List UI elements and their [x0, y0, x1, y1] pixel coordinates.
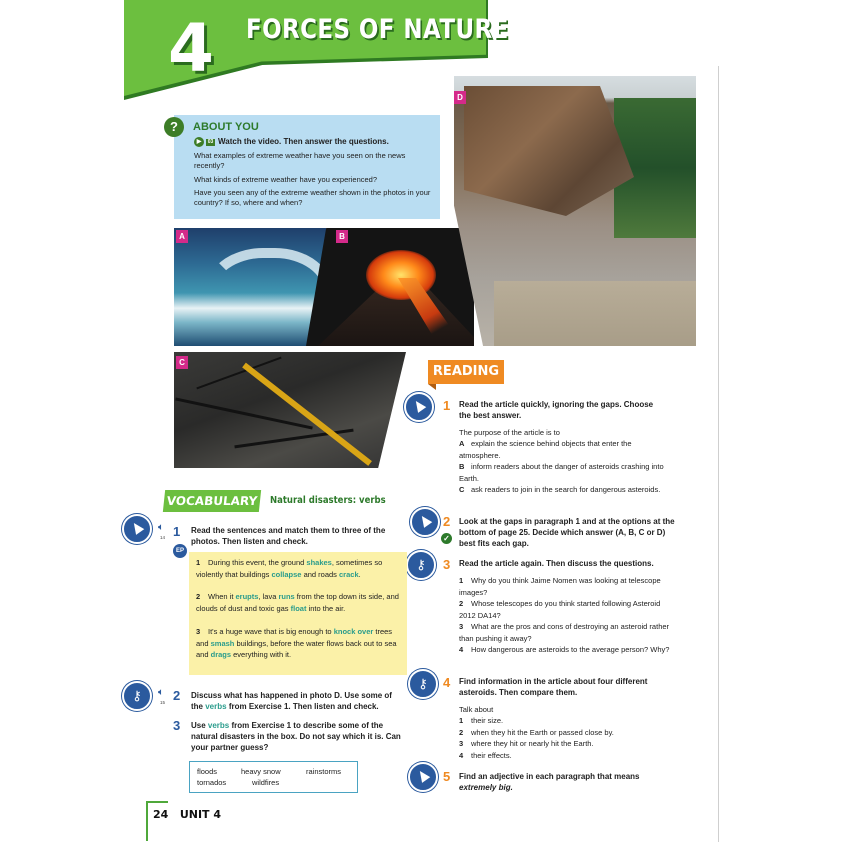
- reading-ex5-cursor-icon[interactable]: [408, 762, 438, 792]
- vocab-ex1-cursor-icon[interactable]: [122, 514, 152, 544]
- unit-title: FORCES OF NATURE: [246, 14, 509, 45]
- reading-ex3-key-icon[interactable]: ⚷: [406, 550, 436, 580]
- reading-ex4-lead: Talk about: [459, 705, 494, 714]
- question-icon: ?: [164, 117, 184, 137]
- reading-ex3-question-2: 2 Whose telescopes do you think started following Asteroid 2012 DA14?: [459, 599, 661, 620]
- vocab-ex1-instruction: Read the sentences and match them to three of the photos. Then listen and check.: [191, 526, 386, 546]
- photo-a-tsunami: [174, 228, 326, 346]
- vocab-ex2-instruction: Discuss what has happened in photo D. Use some of the verbs from Exercise 1. Then listen and check.: [191, 691, 392, 711]
- exam-check-icon: ✓: [441, 533, 452, 544]
- reading-ex1-number: 1: [443, 398, 451, 413]
- reading-ex2-instruction: Look at the gaps in paragraph 1 and at the options at the bottom of page 25. Decide which answer (A, B, C or D) best fits each gap.: [459, 517, 675, 548]
- word-floods: floods: [197, 767, 218, 776]
- reading-ex3-number: 3: [443, 557, 451, 572]
- audio-icon[interactable]: 🔈︎: [158, 687, 164, 698]
- about-question-2: What kinds of extreme weather have you experienced?: [194, 175, 378, 184]
- ep-badge[interactable]: EP: [173, 544, 187, 558]
- footer-unit: UNIT 4: [179, 808, 222, 821]
- reading-ex4-item-3: 3 where they hit or nearly hit the Earth.: [459, 739, 594, 748]
- reading-ex1-instruction: Read the article quickly, ignoring the gaps. Choose the best answer.: [459, 400, 654, 420]
- cliff-face: [464, 86, 634, 216]
- about-question-1: What examples of extreme weather have you seen on the news recently?: [194, 151, 406, 170]
- photo-c-earthquake: [174, 352, 406, 468]
- reading-ex3-question-4: 4 How dangerous are asteroids to the average person? Why?: [459, 645, 670, 654]
- photo-label-c: C: [176, 356, 188, 369]
- watch-text: Watch the video. Then answer the questions.: [218, 137, 389, 147]
- reading-ex4-item-4: 4 their effects.: [459, 751, 512, 760]
- audio-icon[interactable]: 🔈︎: [158, 522, 164, 533]
- reading-ex1-cursor-icon[interactable]: [404, 392, 434, 422]
- vocab-ex1-track: 14: [160, 535, 166, 540]
- reading-tag-fold: [428, 384, 436, 390]
- road-marking: [242, 363, 372, 466]
- word-heavy-snow: heavy snow: [241, 767, 281, 776]
- photo-label-a: A: [176, 230, 188, 243]
- page-number: 24: [153, 808, 169, 821]
- reading-ex5-instruction: Find an adjective in each paragraph that means extremely big.: [459, 772, 640, 792]
- reading-ex1-option-a: A explain the science behind objects that enter the atmosphere.: [459, 439, 632, 460]
- reading-ex3-question-3: 3 What are the pros and cons of destroying an asteroid rather than pushing it away?: [459, 622, 670, 643]
- vocab-sentence-2: 2 When it erupts, lava runs from the top down its side, and clouds of dust and toxic gas float into the air.: [196, 592, 399, 613]
- page-divider: [718, 66, 719, 842]
- reading-ex2-number: 2: [443, 514, 451, 529]
- play-video-icon[interactable]: ▶: [194, 137, 204, 147]
- reading-ex4-item-2: 2 when they hit the Earth or passed close by.: [459, 728, 614, 737]
- vocab-ex2-track: 15: [160, 700, 166, 705]
- road-area: [494, 281, 696, 346]
- word-wildfires: wildfires: [252, 778, 280, 787]
- photo-b-volcano: [306, 228, 474, 346]
- disaster-word-box: [189, 761, 358, 793]
- about-question-3: Have you seen any of the extreme weather shown in the photos in your country? If so, where and when?: [194, 188, 431, 207]
- reading-ex4-number: 4: [443, 675, 451, 690]
- footer-rule-horizontal: [146, 801, 168, 803]
- reading-ex1-option-b: B inform readers about the danger of asteroids crashing into Earth.: [459, 462, 664, 483]
- photo-label-d: D: [454, 91, 466, 104]
- about-you-title: ABOUT YOU: [193, 121, 259, 133]
- word-tornados: tornados: [197, 778, 227, 787]
- vocabulary-subtitle: Natural disasters: verbs: [270, 495, 386, 506]
- reading-label: READING: [428, 360, 504, 384]
- word-rainstorms: rainstorms: [306, 767, 342, 776]
- photo-d-landslide: [454, 76, 696, 346]
- page-footer: [153, 808, 221, 821]
- video-code: 03: [207, 138, 214, 145]
- footer-rule-vertical: [146, 801, 148, 841]
- reading-ex3-question-1: 1 Why do you think Jaime Nomen was looking at telescope images?: [459, 576, 661, 597]
- reading-ex4-key-icon[interactable]: ⚷: [408, 669, 438, 699]
- reading-ex1-option-c: C ask readers to join in the search for dangerous asteroids.: [459, 485, 661, 494]
- vocab-ex2-key-icon[interactable]: ⚷: [122, 681, 152, 711]
- wave-shape: [204, 248, 326, 346]
- reading-ex5-number: 5: [443, 769, 451, 784]
- vocab-sentence-3: 3 It's a huge wave that is big enough to knock over trees and smash buildings, before the water flows back out to sea and drags everything with it.: [196, 627, 397, 659]
- vocab-ex1-number: 1: [173, 524, 181, 539]
- reading-ex4-item-1: 1 their size.: [459, 716, 504, 725]
- vocab-ex3-instruction: Use verbs from Exercise 1 to describe some of the natural disasters in the box. Do not say which it is. Can your partner guess?: [191, 721, 401, 752]
- unit-number: 4: [168, 10, 214, 87]
- photo-label-b: B: [336, 230, 348, 243]
- vocabulary-label: VOCABULARY: [163, 490, 261, 512]
- vocab-sentence-1: 1 During this event, the ground shakes, sometimes so violently that buildings collapse and roads crack.: [196, 558, 383, 579]
- reading-ex4-instruction: Find information in the article about four different asteroids. Then compare them.: [459, 677, 648, 697]
- reading-ex2-cursor-icon[interactable]: [410, 507, 440, 537]
- reading-ex1-stem: The purpose of the article is to: [459, 428, 560, 437]
- vocab-ex3-number: 3: [173, 718, 181, 733]
- reading-ex3-instruction: Read the article again. Then discuss the questions.: [459, 559, 654, 568]
- vocab-ex2-number: 2: [173, 688, 181, 703]
- watch-instruction: [194, 137, 389, 147]
